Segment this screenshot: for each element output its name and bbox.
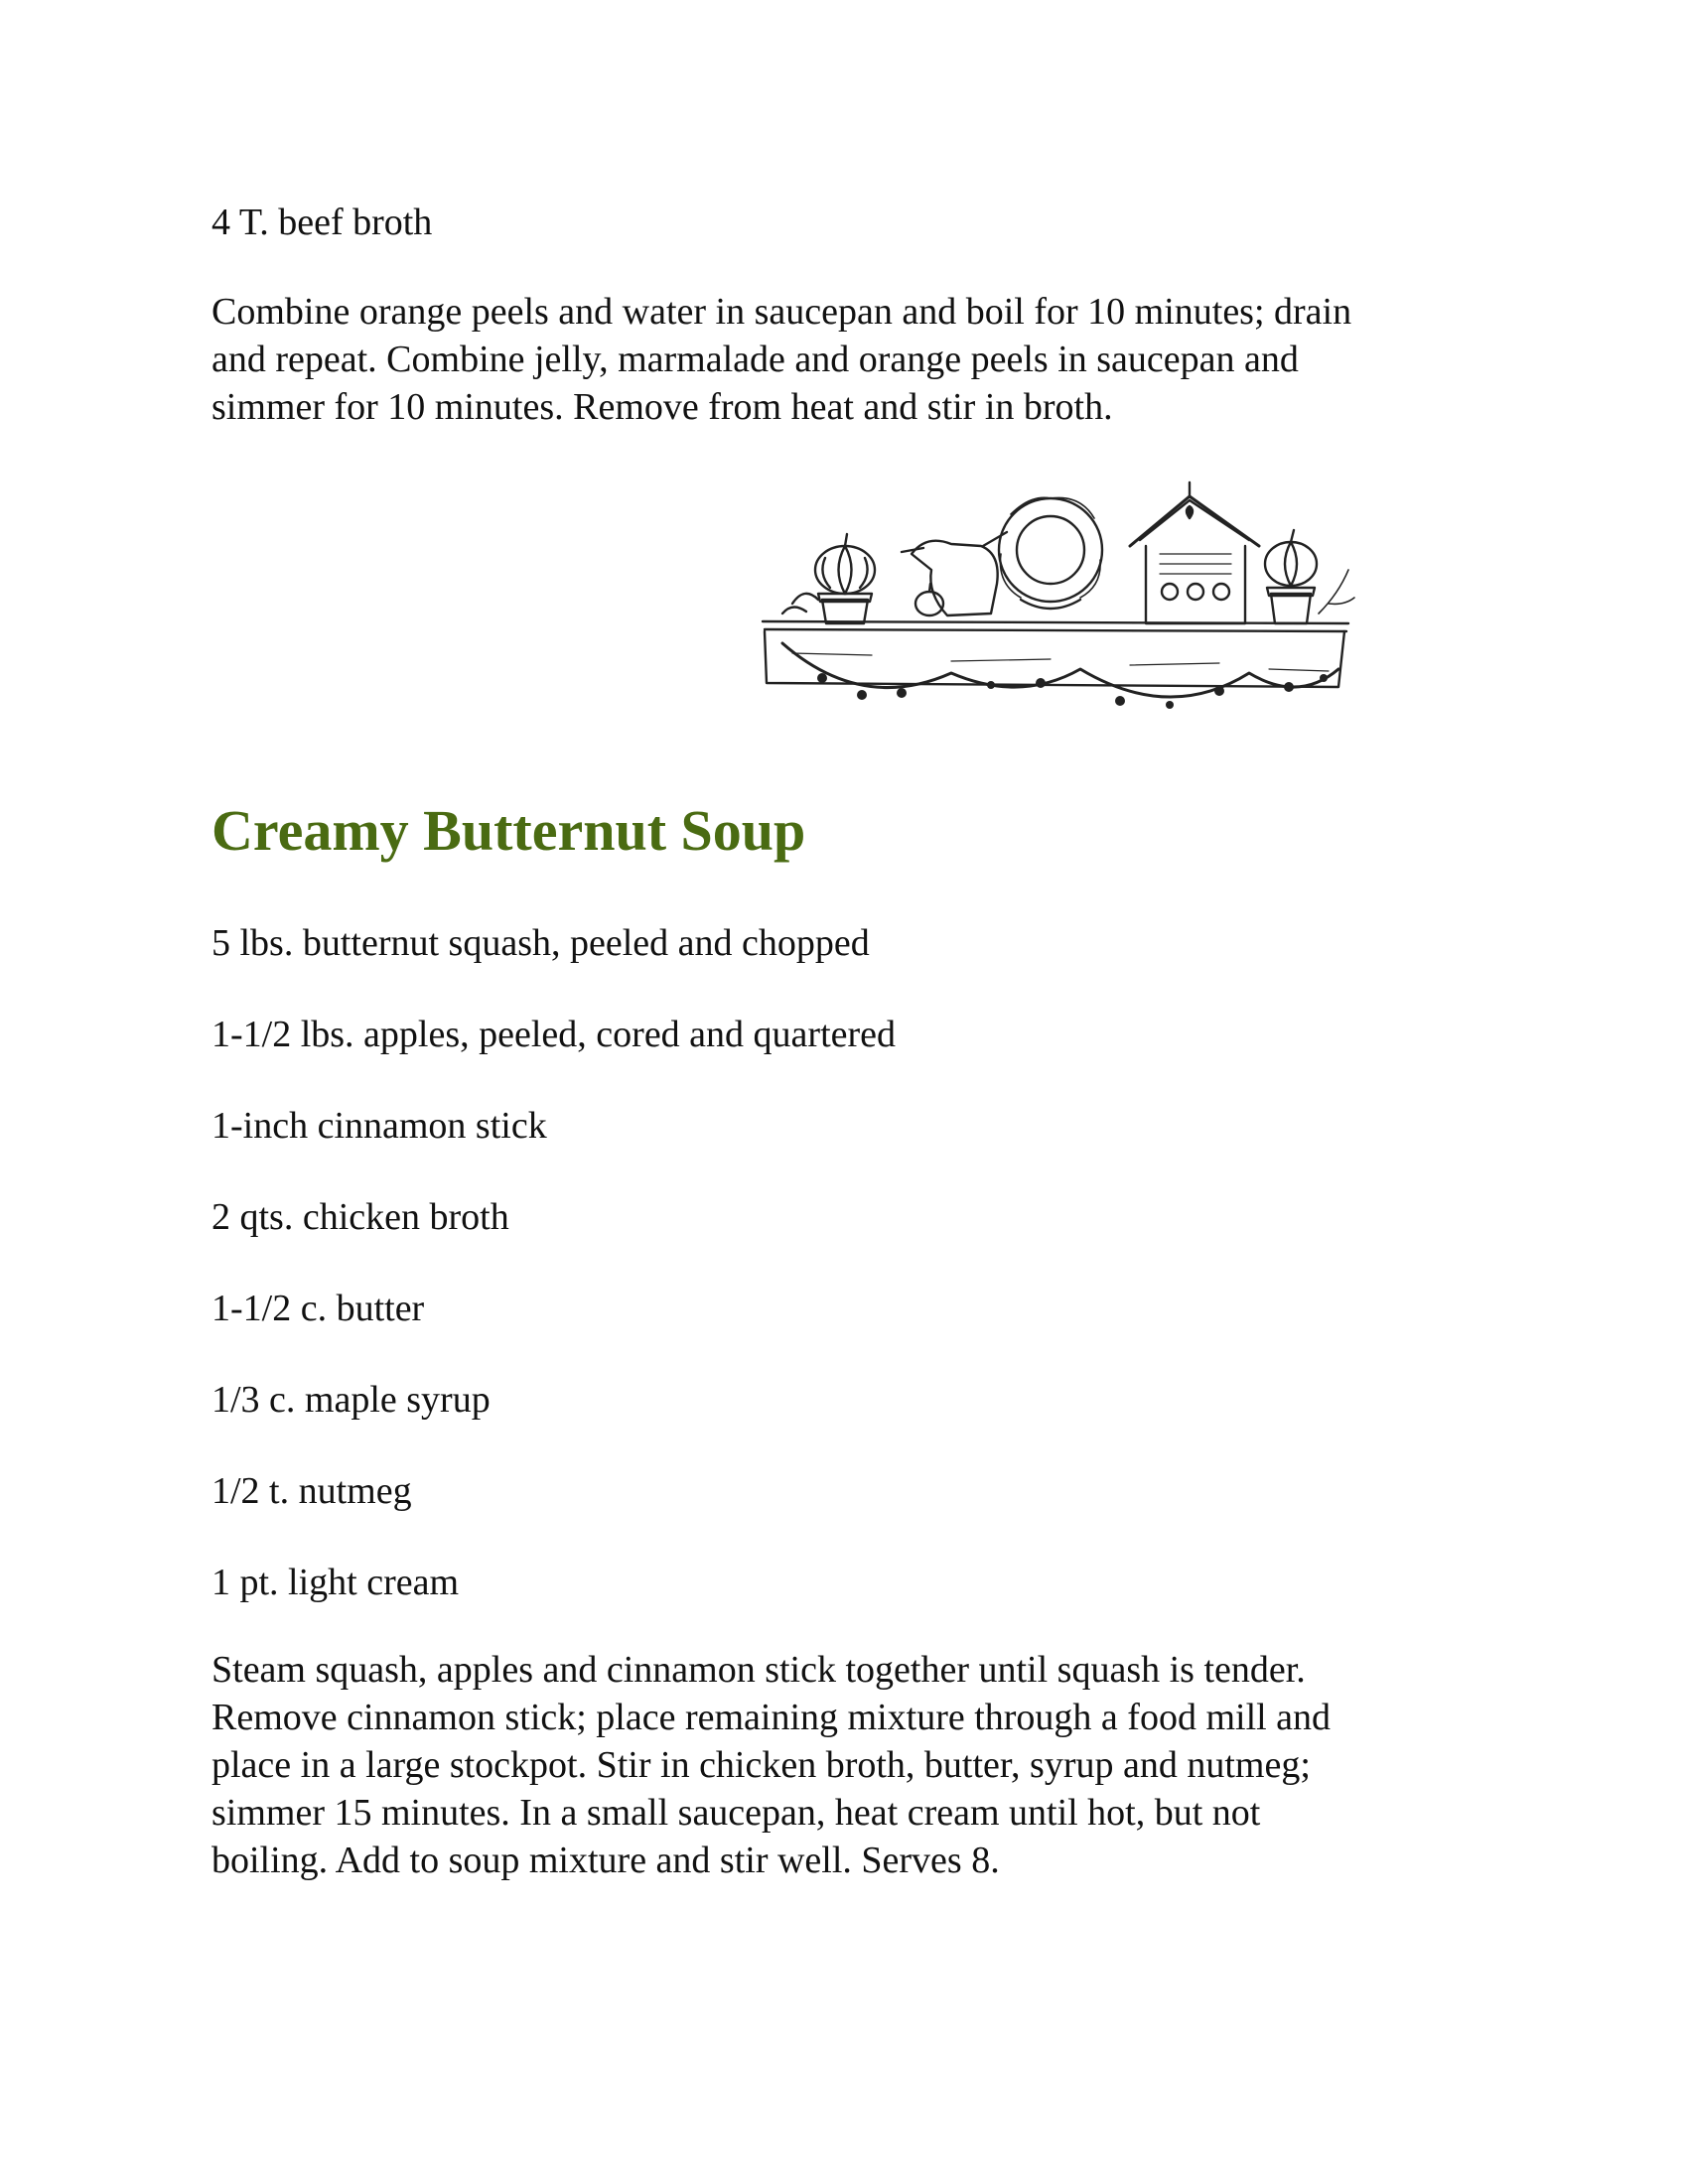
ingredient-item: 1-inch cinnamon stick	[211, 1105, 547, 1147]
directions-line: simmer 15 minutes. In a small saucepan, heat cream until hot, but not	[211, 1792, 1261, 1834]
recipe-title: Creamy Butternut Soup	[211, 798, 806, 863]
document-page	[211, 0, 1502, 2184]
directions-line: boiling. Add to soup mixture and stir well. Serves 8.	[211, 1840, 1000, 1881]
directions-line: Steam squash, apples and cinnamon stick together until squash is tender.	[211, 1649, 1306, 1691]
directions-line: place in a large stockpot. Stir in chicken broth, butter, syrup and nutmeg;	[211, 1744, 1311, 1786]
directions-line: Combine orange peels and water in saucepan and boil for 10 minutes; drain	[211, 291, 1352, 333]
ingredient-item: 2 qts. chicken broth	[211, 1196, 509, 1238]
directions-line: and repeat. Combine jelly, marmalade and orange peels in saucepan and	[211, 339, 1299, 380]
directions-line: Remove cinnamon stick; place remaining mixture through a food mill and	[211, 1697, 1332, 1738]
ingredient-item: 5 lbs. butternut squash, peeled and chopped	[211, 922, 870, 964]
ingredient-item: 1-1/2 lbs. apples, peeled, cored and quartered	[211, 1014, 897, 1055]
ingredient-item: 1/3 c. maple syrup	[211, 1379, 491, 1421]
ingredient-item: 1/2 t. nutmeg	[211, 1470, 412, 1512]
directions-line: simmer for 10 minutes. Remove from heat and stir in broth.	[211, 386, 1113, 428]
country-shelf-illustration-icon	[753, 475, 1358, 735]
ingredient-beef-broth: 4 T. beef broth	[211, 202, 433, 243]
ingredient-item: 1 pt. light cream	[211, 1562, 460, 1603]
orange-sauce-directions	[211, 288, 1492, 431]
ingredient-item: 1-1/2 c. butter	[211, 1288, 425, 1329]
recipe-directions	[211, 1646, 1492, 1884]
